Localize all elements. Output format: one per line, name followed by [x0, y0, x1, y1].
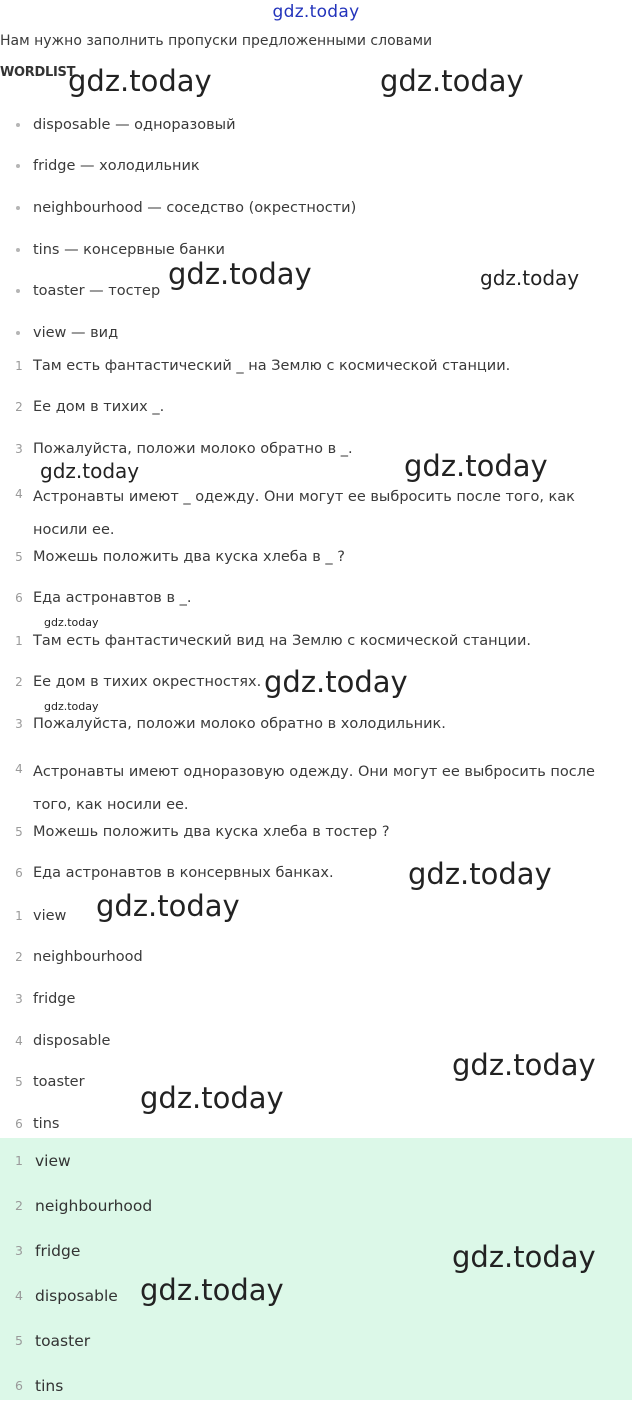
answer-number: 3 [15, 1243, 23, 1258]
highlight-row [0, 1138, 632, 1183]
answer-text: Можешь положить два куска хлеба в тостер ? [33, 823, 390, 840]
highlight-row [0, 1318, 632, 1363]
task-number: 3 [15, 441, 23, 456]
task-text: Там есть фантастический _ на Землю с космической станции. [33, 357, 511, 374]
answer-number: 2 [15, 1198, 23, 1213]
answer-text: Еда астронавтов в консервных банках. [33, 865, 334, 882]
task-number: 5 [15, 549, 23, 564]
word-entry: fridge — холодильник [33, 158, 200, 175]
answer-word-row [0, 895, 632, 937]
task-number: 2 [15, 400, 23, 415]
word-entry: neighbourhood — соседство (окрестности) [33, 199, 357, 216]
answer-word: view [33, 907, 67, 924]
task-row [0, 536, 632, 578]
highlight-row [0, 1363, 632, 1408]
answer-number: 6 [15, 1378, 23, 1393]
highlight-row [0, 1273, 632, 1318]
answer-number: 1 [15, 908, 23, 923]
answer-number: 1 [15, 633, 23, 648]
answer-word: tins [35, 1376, 64, 1395]
answer-number: 5 [15, 824, 23, 839]
watermark: gdz.today [44, 700, 99, 713]
bullet-icon [16, 248, 20, 252]
answer-word: neighbourhood [35, 1196, 153, 1215]
task-row [0, 387, 632, 429]
task-number: 6 [15, 591, 23, 606]
bullet-icon [16, 289, 20, 293]
task-text: Можешь положить два куска хлеба в _ ? [33, 548, 345, 565]
task-text: Ее дом в тихих _. [33, 399, 165, 416]
watermark: gdz.today [96, 889, 240, 923]
task-text: Астронавты имеют _ одежду. Они могут ее выбросить после того, как носили ее. [33, 488, 575, 538]
watermark: gdz.today [452, 1240, 596, 1274]
list-item [0, 187, 632, 229]
word-entry: toaster — тостер [33, 283, 161, 300]
watermark: gdz.today [140, 1273, 284, 1307]
list-item [0, 104, 632, 146]
answer-number: 5 [15, 1075, 23, 1090]
exercise-filled [0, 620, 632, 894]
answer-text: Пожалуйста, положи молоко обратно в холодильник. [33, 715, 446, 732]
answer-word: toaster [33, 1074, 85, 1091]
answer-word: tins [33, 1115, 60, 1132]
answer-number: 1 [15, 1153, 23, 1168]
answer-number: 6 [15, 1116, 23, 1131]
highlight-row [0, 1183, 632, 1228]
task-text: Пожалуйста, положи молоко обратно в _. [33, 440, 353, 457]
watermark: gdz.today [264, 665, 408, 699]
wordlist [0, 104, 632, 354]
answer-number: 4 [15, 761, 23, 776]
answer-number: 3 [15, 716, 23, 731]
bullet-icon [16, 164, 20, 168]
watermark: gdz.today [68, 64, 212, 98]
answer-word: neighbourhood [33, 949, 143, 966]
answer-number: 2 [15, 675, 23, 690]
answer-number: 2 [15, 950, 23, 965]
answer-number: 3 [15, 991, 23, 1006]
answer-word: toaster [35, 1331, 91, 1350]
answer-number: 4 [15, 1033, 23, 1048]
answer-row [0, 811, 632, 853]
wordlist-title: WORDLIST [0, 65, 76, 80]
answer-row [0, 745, 632, 811]
answer-number: 5 [15, 1333, 23, 1348]
watermark: gdz.today [168, 257, 312, 291]
site-logo[interactable]: gdz.today [272, 2, 360, 22]
answer-words [0, 895, 632, 1145]
bullet-icon [16, 123, 20, 127]
watermark: gdz.today [140, 1081, 284, 1115]
task-row [0, 577, 632, 619]
bullet-icon [16, 331, 20, 335]
watermark: gdz.today [380, 64, 524, 98]
task-number: 4 [15, 486, 23, 501]
task-text: Еда астронавтов в _. [33, 590, 192, 607]
answer-text: Там есть фантастический вид на Землю с космической станции. [33, 632, 531, 649]
answer-number: 6 [15, 866, 23, 881]
answer-word-row [0, 937, 632, 979]
task-row [0, 345, 632, 387]
watermark: gdz.today [408, 857, 552, 891]
answer-word: disposable [35, 1286, 118, 1305]
answer-word: fridge [35, 1241, 81, 1260]
watermark: gdz.today [44, 616, 99, 629]
answer-text: Астронавты имеют одноразовую одежду. Они могут ее выбросить после того, как носили ее. [33, 763, 595, 813]
answer-word: fridge [33, 990, 76, 1007]
list-item [0, 229, 632, 271]
bullet-icon [16, 206, 20, 210]
list-item [0, 146, 632, 188]
answer-word: view [35, 1151, 71, 1170]
answer-word-row [0, 978, 632, 1020]
watermark: gdz.today [40, 459, 140, 483]
word-entry: disposable — одноразовый [33, 116, 236, 133]
word-entry: tins — консервные банки [33, 241, 225, 258]
intro-text: Нам нужно заполнить пропуски предложенными словами [0, 33, 433, 49]
watermark: gdz.today [404, 449, 548, 483]
word-entry: view — вид [33, 324, 119, 341]
watermark: gdz.today [452, 1048, 596, 1082]
task-number: 1 [15, 358, 23, 373]
answer-word: disposable [33, 1032, 111, 1049]
watermark: gdz.today [480, 266, 580, 290]
answer-text: Ее дом в тихих окрестностях. [33, 674, 262, 691]
answer-number: 4 [15, 1288, 23, 1303]
